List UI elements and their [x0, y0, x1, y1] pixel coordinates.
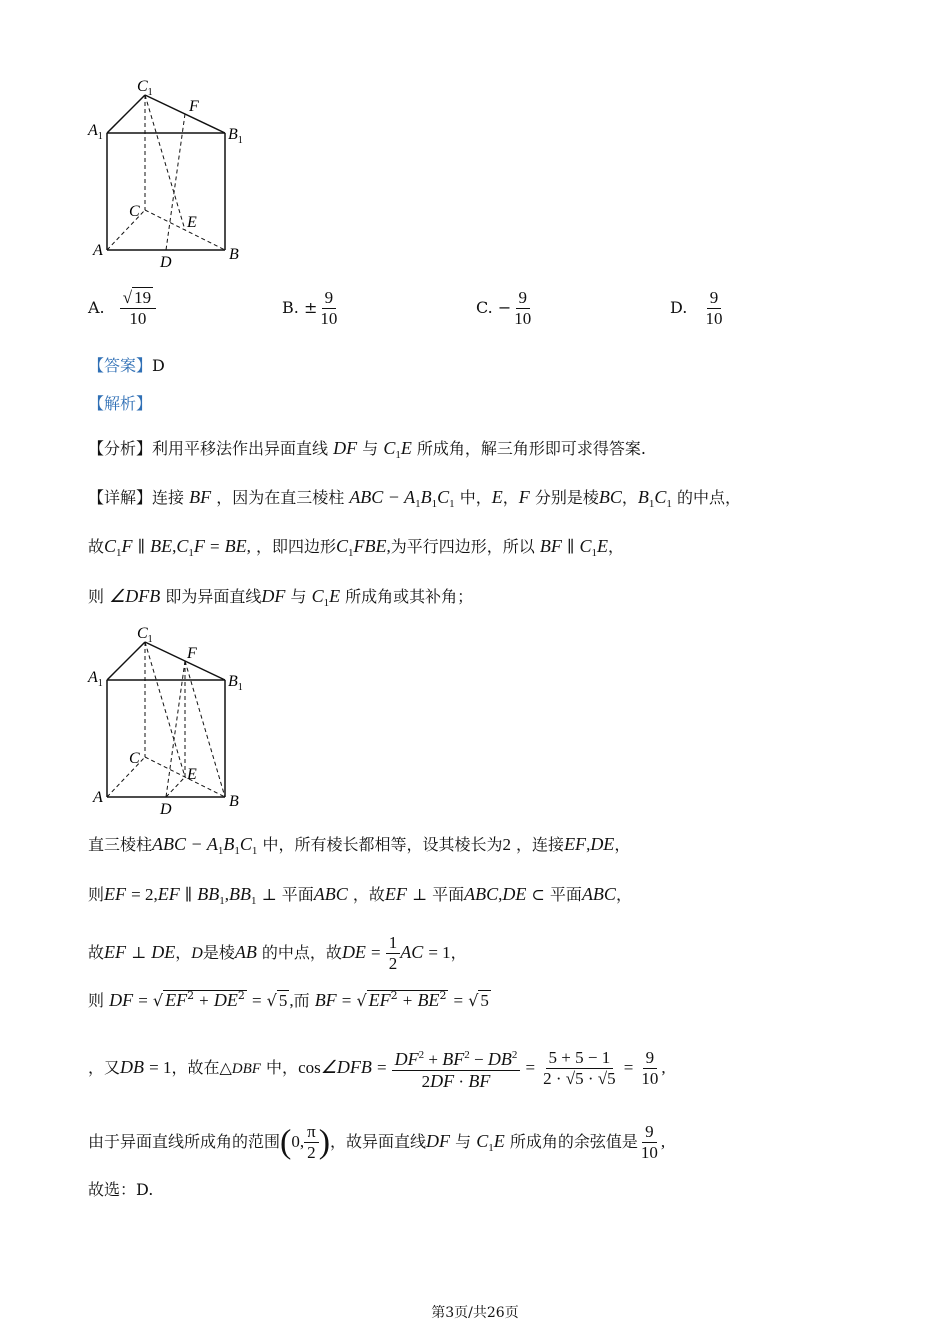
option-b-sign: ±	[303, 298, 318, 317]
option-d-letter: D.	[670, 298, 688, 317]
text: 故	[88, 537, 105, 556]
solution-line-3: 故EF ⊥ DE，D是棱AB 的中点，故DE = $\frac{1}{2}$ AC = 1，	[88, 933, 467, 973]
option-d[interactable]	[670, 288, 725, 329]
label-C: C	[129, 203, 140, 220]
text: 的中点，故	[261, 943, 342, 962]
text: 由于异面直线所成角的范围	[88, 1132, 281, 1151]
text: ，因为在直三棱柱	[216, 488, 345, 507]
page-footer: 第3页/共26页	[431, 1305, 519, 1321]
text: 与	[455, 1132, 472, 1151]
label-C1: $C_1$	[137, 78, 153, 98]
option-b-num: 9	[322, 288, 337, 309]
text: 所成角，解三角形即可求得答案.	[416, 439, 647, 458]
text: 即为异面直线	[165, 587, 262, 606]
text: 则	[88, 885, 105, 904]
option-c[interactable]	[476, 288, 534, 329]
label-B: B	[229, 793, 239, 810]
text: 与	[290, 587, 307, 606]
option-c-letter: C.	[476, 298, 493, 317]
label-E: E	[187, 766, 197, 783]
detail-line-3: 则 ∠DFB 即为异面直线DF 与 $C_1E$ 所成角或其补角；	[88, 586, 474, 609]
text: 分别是棱	[534, 488, 599, 507]
option-a-num: 19	[134, 288, 152, 307]
option-c-den: 10	[514, 309, 532, 328]
text: ，故	[352, 885, 385, 904]
text: 平面	[432, 885, 465, 904]
solution-line-4: 则 DF = √ $EF^2 + DE^2$ = √ 5 ,而 BF = √ $EF^2 + BE^2$ = √ 5	[88, 989, 489, 1010]
label-D: D	[160, 801, 172, 817]
text: 平面	[281, 885, 314, 904]
detail-line-1: 【详解】连接 BF ，因为在直三棱柱 ABC − $A_1B_1C_1$ 中，E，F 分别是棱BC，$B_1C_1$ 的中点，	[88, 487, 742, 510]
label-A: A	[93, 242, 103, 259]
label-F: F	[189, 98, 199, 115]
text: 中，所有棱长都相等，设其棱长为	[262, 835, 503, 854]
prism-figure-2	[85, 622, 255, 817]
solution-line-1: 直三棱柱ABC − $A_1B_1C_1$ 中，所有棱长都相等，设其棱长为2 ，连接EF,DE，	[88, 834, 631, 857]
solution-conclusion: 故选：D.	[88, 1180, 154, 1199]
option-b-den: 10	[320, 309, 338, 328]
text: 中，	[266, 1058, 299, 1077]
text: 故	[88, 943, 105, 962]
answer-line	[88, 355, 165, 377]
text: 是棱	[202, 943, 235, 962]
answer-tag: 【答案】	[88, 356, 153, 375]
text: 与	[362, 439, 379, 458]
label-E: E	[187, 214, 197, 231]
text: 为平行四边形，所以	[390, 537, 535, 556]
option-d-num: 9	[707, 288, 722, 309]
label-B1: $B_1$	[228, 126, 243, 146]
text: 的中点，	[677, 488, 742, 507]
analysis-line: 【分析】利用平移法作出异面直线 DF 与 $C_1E$ 所成角，解三角形即可求得答案.	[88, 438, 647, 461]
text: 所成角或其补角；	[345, 587, 474, 606]
solution-line-5: ，又DB = 1，故在△DBF 中，cos∠DFB = $\frac{DF^2 + BF^2 - DB^2}{2DF \cdot BF}$ = $\frac{5 + 5 - 1}{2 \cdot √5 \cdot √5}$ = $\frac{9}{10}$ ,	[88, 1045, 666, 1092]
text: 所成角的余弦值是	[509, 1132, 638, 1151]
option-c-sign: −	[497, 298, 512, 317]
text: 中，	[459, 488, 492, 507]
option-a-letter: A.	[88, 298, 105, 317]
detail-line-2: 故$C_1F$ ∥ $BE,C_1F$ = BE, ，即四边形$C_1FBE$,为平行四边形，所以 BF ∥ $C_1E$，	[88, 536, 624, 559]
label-A: A	[93, 789, 103, 806]
label-D: D	[160, 254, 172, 270]
text: ，又	[88, 1058, 121, 1077]
text: 则	[88, 587, 105, 606]
label-A1: $A_1$	[88, 669, 103, 689]
prism-figure-1	[85, 75, 255, 270]
analysis-tag-line	[88, 393, 152, 415]
answer-value: D	[152, 356, 165, 375]
option-b-letter: B.	[282, 298, 299, 317]
label-C1: $C_1$	[137, 625, 153, 645]
text: 平面	[549, 885, 582, 904]
text: ，故在	[171, 1058, 220, 1077]
text: 【分析】利用平移法作出异面直线	[88, 439, 329, 458]
label-F: F	[187, 645, 197, 662]
solution-line-2: 则EF = 2,EF ∥ $BB_1,BB_1$ ⊥ 平面ABC ，故EF ⊥ 平面ABC,DE ⊂ 平面ABC，	[88, 884, 632, 907]
solution-line-6: 由于异面直线所成角的范围(0, $\frac{\pi}{2}$ )，故异面直线DF 与 $C_1E$ 所成角的余弦值是 $\frac{9}{10}$ ,	[88, 1122, 666, 1162]
text: 而	[293, 991, 310, 1010]
option-a-den: 10	[129, 309, 147, 328]
label-A1: $A_1$	[88, 122, 103, 142]
analysis-tag: 【解析】	[88, 394, 153, 413]
label-C: C	[129, 750, 140, 767]
label-B1: $B_1$	[228, 673, 243, 693]
option-c-num: 9	[516, 288, 531, 309]
option-b[interactable]	[282, 288, 340, 329]
text: ，即四边形	[255, 537, 336, 556]
text: 直三棱柱	[88, 835, 153, 854]
text: 【详解】连接	[88, 488, 185, 507]
option-d-den: 10	[705, 309, 723, 328]
option-a[interactable]: A. $\frac{√ 19}{10}$	[88, 288, 156, 329]
text: ，故异面直线	[330, 1132, 427, 1151]
text: 则	[88, 991, 105, 1010]
text: ，连接	[516, 835, 565, 854]
label-B: B	[229, 246, 239, 263]
